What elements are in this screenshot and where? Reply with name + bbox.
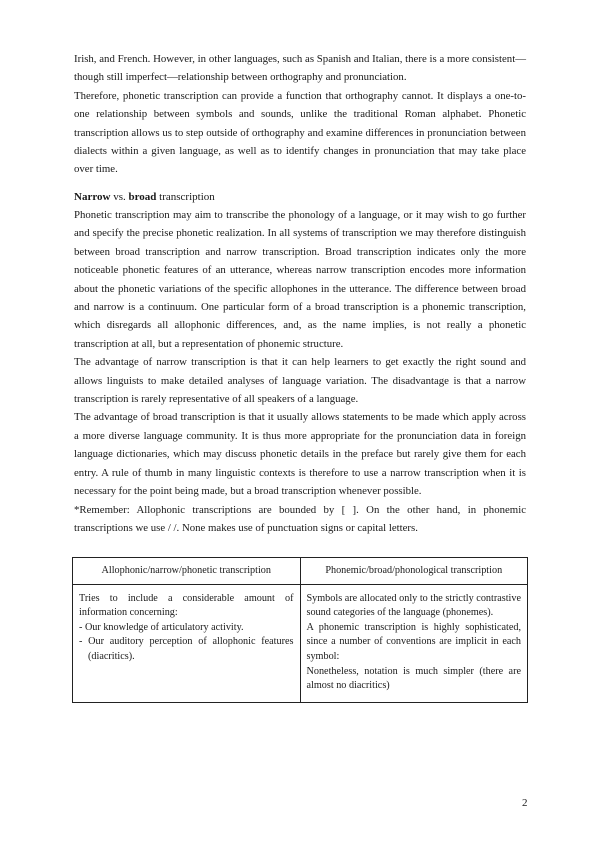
intro-text [74, 50, 526, 179]
list-item: - Our auditory perception of allophonic features (diacritics). [79, 636, 294, 662]
table-row [73, 584, 528, 702]
header-phonemic: Phonemic/broad/phonological transcription [300, 558, 528, 585]
phonemic-line-1: Symbols are allocated only to the strictly contrastive sound categories of the language (phonemes). [306, 592, 521, 619]
phonemic-cell [300, 584, 528, 702]
phonemic-line-2: A phonemic transcription is highly sophisticated, since a number of conventions are implicit in each symbol: [306, 621, 521, 662]
allophonic-list [79, 621, 294, 665]
section-paragraph-3: The advantage of broad transcription is that it usually allows statements to be made which apply across a more diverse language community. It is thus more appropriate for the pronunciation data in foreign language dictionaries, which may discuss phonetic details in the preface but rarely give them for each entry. A rule of thumb in many linguistic contexts is therefore to use a narrow transcription when it is necessary for the point being made, but a broad transcription whenever possible. [74, 411, 526, 498]
intro-paragraph-2: Therefore, phonetic transcription can provide a function that orthography cannot. It displays a one-to-one relationship between symbols and sounds, unlike the traditional Roman alphabet. Phonetic transcription allows us to step outside of orthography and examine differences in pronunciation between dialects within a given language, as well as to identify changes in pronunciation that may take place over time. [74, 89, 526, 176]
page-number: 2 [522, 797, 528, 809]
table-header-row [73, 558, 528, 585]
heading-broad: broad [128, 191, 157, 203]
heading-narrow: Narrow [74, 191, 111, 203]
section-body [74, 206, 526, 537]
header-allophonic: Allophonic/narrow/phonetic transcription [73, 558, 301, 585]
section-heading [74, 188, 526, 206]
phonemic-line-3: Nonetheless, notation is much simpler (there are almost no diacritics) [306, 665, 521, 692]
list-item: - Our knowledge of articulatory activity. [79, 621, 244, 633]
section-paragraph-2: The advantage of narrow transcription is that it can help learners to get exactly the right sound and allows linguists to make detailed analyses of language variation. The disadvantage is that a narrow transcription is rarely representative of all speakers of a language. [74, 356, 526, 406]
allophonic-intro: Tries to include a considerable amount of information concerning: [79, 592, 294, 619]
remember-note: *Remember: Allophonic transcriptions are bounded by [ ]. On the other hand, in phonemic transcriptions we use / /. None makes use of punctuation signs or capital letters. [74, 503, 526, 534]
allophonic-cell [73, 584, 301, 702]
intro-paragraph-1: Irish, and French. However, in other languages, such as Spanish and Italian, there is a more consistent—though still imperfect—relationship between orthography and pronunciation. [74, 53, 526, 84]
heading-rest: transcription [156, 191, 215, 203]
heading-vs: vs. [110, 191, 129, 203]
section-paragraph-1: Phonetic transcription may aim to transcribe the phonology of a language, or it may wish to go further and specify the precise phonetic realization. In all systems of transcription we may therefore distinguish between broad transcription and narrow transcription. Broad transcription indicates only the more noticeable phonetic features of an utterance, whereas narrow transcription encodes more information about the phonetic variations of the specific allophones in the utterance. The difference between broad and narrow is a continuum. One particular form of a broad transcription is a phonemic transcription, which disregards all allophonic differences, and, as the name implies, is not really a phonetic transcription at all, but a representation of phonemic structure. [74, 209, 526, 350]
transcription-comparison-table [72, 557, 528, 703]
